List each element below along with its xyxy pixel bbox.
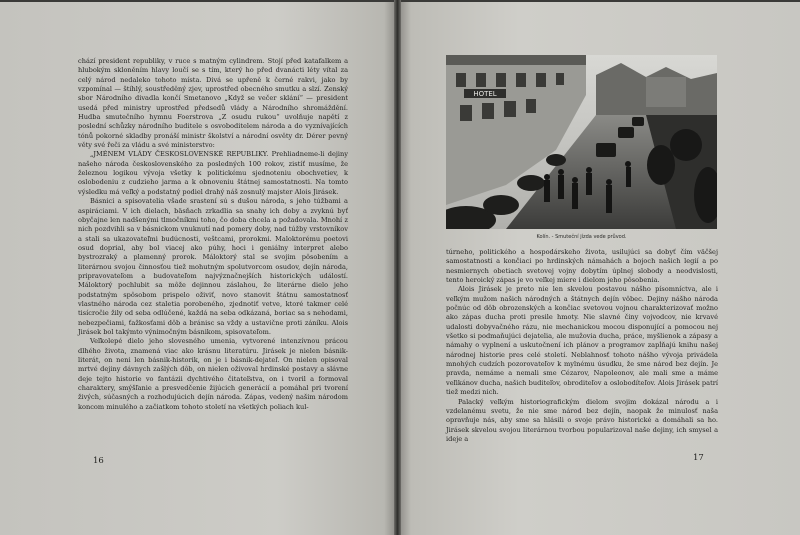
paragraph: Básnici a spisovatelia všade srastení sú s dušou národa, s jeho túžbami a aspiráciami. V ich dielach, bäsňach zrkadlia sa snahy ich doby a zvyknú byť obyčajne len nadšenými tlmočníkmi toho, čo doba chcela a požadovala. Mnohí z nich pozdvihli sa v básnickom vnuknutí nad pomery doby, nad túžby vrstovníkov a stali sa ukazovateľmi budúcnosti, veštcami, prorokmi. Maloktorému poetovi osud doprial, aby bol viacej ako púhy, hoci i geniálny interpret alebo bystrozraký a plamenný prorok. Máloktorý stal se svojim pôsobením a literárnou svojou činnosťou tiež mohutným spolutvorcom osudov, dejín národa, pripravovateľom a budovateľom najvýznačnejších historických událostí. Máloktorý pochlubit sa môže dejinnou záslahou, že literárne dielo jeho podstatným spôsobom prispelo oživiť, novo stanovit štátnu samostatnosť vlastného národa cez staletia porobeného, zjednotiť vetve, ktoré takmer celé tisícročie žily od seba odlúčené, každá na seba odkázaná, boriac sa s nehodami, nebezpečiami, ťažkosťami dôb a bránisc sa vždy a ustavične proti záníku. Alois Jirásek bol takýmto výnimočným básnikom, spisovateľom. bbox=[78, 197, 348, 336]
photo-image bbox=[446, 55, 717, 229]
paragraph: „JMÉNEM VLÁDY ČESKOSLOVENSKÉ REPUBLIKY. Prehliadneme-li dejiny našeho národa československého za posledných 100 rokov, zistíť musíme, že železnou logikou vývoja všetky k politickému sjednoteniu obochvetiev, k oslobodeniu z cudzieho jarma a k obnoveniu štátnej samostatnosti. Na tomto výsledku má veľký a podstatný podiel drahý náš zosnulý majster Alois Jirásek. bbox=[78, 150, 348, 196]
paragraph: Veľkolepé dielo jeho slovesného umenia, vytvorené intenzívnou prácou dlhého života, znamená viac ako krásnu literatúru. Jirásek je nielen básnik-literát, on neni len básnik-historik, on je i básnik-dejateľ. On nielen opisoval mrtvé dejiny dávnych zašlých dôb, on nielen oživoval hrdinské postavy a slávne deje tejto historie vo fantázii dychtivého čitateľstva, on i tvoril a formoval charaktery, smýšľanie a presvedčenie žijúcich generácií a pomáhal pri tvorení živých, súčasných a rozhodujúcich dejín národa. Zápas, vedený našim národom koncom minulého a začiatkom tohoto století na všetkých poliach kul- bbox=[78, 337, 348, 411]
paragraph: chází president republiky, v ruce s matným cylindrem. Stojí před katafalkem a hlubokým skloněním hlavy loučí se s tím, který ho před dvanácti léty vítal za celý národ nedaleko tohoto místa. Divá se upřeně k černé rakvi, jako by vzpomínal — štíhlý, soustředěný zjev, uprostřed obecného smutku a slzí. Zenský sbor Národního divadla končí Smetanovo „Když se večer sklání“ — president usedá před ministry uprostřed předsedů vlády a Národního shromáždění. Hudba smutečního hymnu Foerstrova „Z osudu rukou“ uvolňuje napětí z poslední schůzky národního buditele s osvoboditelem národa a do vyznívajících tónů pokorné skladby pronáší ministr školství a národní osvěty dr. Dérer pevný věty své řeči za vládu a své ministerstvo: bbox=[78, 57, 348, 150]
street-photo bbox=[446, 55, 717, 229]
right-page-text bbox=[446, 248, 718, 444]
page-number-right: 17 bbox=[693, 453, 704, 463]
photo-caption: Kolín. - Smuteční jízda vede průvod. bbox=[536, 234, 627, 240]
book-gutter bbox=[394, 0, 401, 535]
left-page-text bbox=[78, 57, 348, 412]
page-number-left: 16 bbox=[93, 456, 104, 466]
paragraph: Alois Jirásek je preto nie len skvelou postavou nášho písomníctva, ale i veľkým mužom našich národných a štátnych dejín vôbec. Dejiny nášho národa počnúc od dôb obrozenských a končiac svetovou vojnou charakterizovať možno ako zápas ducha proti presile hmoty. Nie slavné činy vojvodcov, nie krvavé udalosti dobyvačného rázu, nie mechanickou mocou disponující a pomocou nej všetko si podmaňujúci dejatelia, ale mužovia ducha, práce, myšlienok a zápasy a námahy o vyplnení a uskutočnení ich plánov a programov zapĺňajú knihu našej národnej historie pres celé století. Neblahnosť tohoto nášho vývoja privádela mnohých cudzích pozorovateľov k mylnému úsudku, že sme národ bez dejín. Je pravda, nemáme a nemali sme Cézarov, Napoleonov, ale mali sme a máme veľikánov ducha, našich buditeľov, obroditeľov a oslobodíteľov. Alois Jirásek patrí tiež medzi nich. bbox=[446, 285, 718, 397]
hotel-sign-text: HOTEL bbox=[473, 90, 497, 98]
paragraph: Palacký veľkým historiografickým dielom svojim dokázal národu a i vzdelanému svetu, že nie sme národ bez dejín, naopak že minulosť naša opravňuje nás, aby sme sa hlásili o svoje právo historické a domáhali sa ho. Jirásek skvelou svojou literárnou tvorbou popularizoval naše dejiny, ich smysel a ideje a bbox=[446, 397, 718, 443]
paragraph: túrneho, politického a hospodárskeho života, usilujúci sa dobyť čím väčšej samostatnosti a končiaci po hrdinských námahách a bojoch našich legií a po nesmiernych obetiach svetovej vojny dobytím úplnej slobody a neodvislosti, tento heroický zápas je vo veľkej miere i dielom jeho pôsobenia. bbox=[446, 248, 718, 285]
